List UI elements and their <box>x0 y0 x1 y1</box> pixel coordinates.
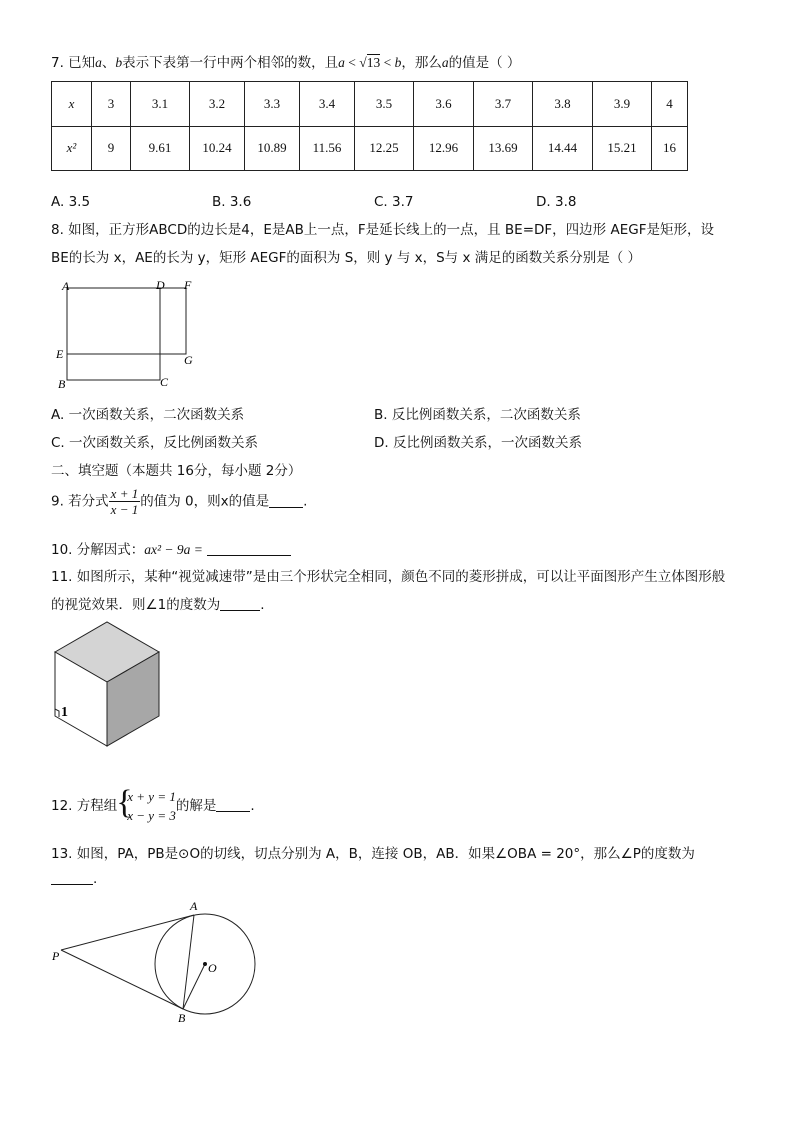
table-cell: 14.44 <box>533 126 593 171</box>
table-cell: 3.6 <box>414 82 474 127</box>
label-a: A <box>62 279 70 293</box>
q7-option-d[interactable]: D. 3.8 <box>536 194 577 210</box>
q8-option-a[interactable]: A. 一次函数关系，二次函数关系 <box>51 407 245 423</box>
question-8-line-2: BE的长为 x，AE的长为 y，矩形 AEGF的面积为 S，则 y 与 x，S与 x 满足的函数关系分别是（ ） <box>51 250 642 266</box>
q7-option-c[interactable]: C. 3.7 <box>374 194 414 210</box>
center-o-dot <box>203 962 207 966</box>
label-f: F <box>184 278 192 292</box>
table-cell: 3.2 <box>190 82 245 127</box>
question-13-line-2: . <box>51 870 97 887</box>
table-cell: 11.56 <box>300 126 355 171</box>
question-9: 9. 若分式 $\frac{x + 1}{x - 1}$ 的值为 0，则x的值是 . <box>51 486 308 517</box>
table-cell: 3.4 <box>300 82 355 127</box>
table-cell: 3.9 <box>593 82 652 127</box>
label-e: E <box>56 347 64 361</box>
label-c: C <box>160 375 169 389</box>
q8-option-b[interactable]: B. 反比例函数关系，二次函数关系 <box>374 407 581 423</box>
table-header-x-squared: x² <box>52 126 92 171</box>
table-cell: 10.89 <box>245 126 300 171</box>
table-cell: 3.5 <box>355 82 414 127</box>
q8-option-c[interactable]: C. 一次函数关系，反比例函数关系 <box>51 435 259 451</box>
question-12: 12. 方程组 { x + y = 1 x − y = 3 的解是 . <box>51 784 255 823</box>
table-cell: 3.1 <box>131 82 190 127</box>
table-cell: 12.96 <box>414 126 474 171</box>
section-title-fill-in: 二、填空题（本题共 16分，每小题 2分） <box>51 463 302 479</box>
answer-blank[interactable] <box>51 870 93 885</box>
question-11-line-1: 11. 如图所示，某种“视觉减速带”是由三个形状完全相同，颜色不同的菱形拼成，可以让平面图形产生立体图形般 <box>51 569 726 585</box>
label-p: P <box>52 949 60 963</box>
label-b: B <box>58 377 66 391</box>
table-row-x <box>52 82 688 127</box>
fraction: $\frac{x + 1}{x - 1}$ <box>110 486 139 517</box>
radius-ob <box>183 964 205 1009</box>
table-cell: 15.21 <box>593 126 652 171</box>
table-cell: 10.24 <box>190 126 245 171</box>
answer-blank[interactable] <box>216 797 250 812</box>
circle-tangent-figure <box>50 896 280 1028</box>
question-11-line-2: 的视觉效果．则∠1的度数为 . <box>51 597 265 613</box>
table-cell: 3 <box>92 82 131 127</box>
question-13-line-1: 13. 如图，PA，PB是⊙O的切线，切点分别为 A，B，连接 OB，AB．如果∠OBA = 20°，那么∠P的度数为 <box>51 846 695 862</box>
table-cell: 3.8 <box>533 82 593 127</box>
square-abcd <box>67 288 160 380</box>
table-cell: 3.3 <box>245 82 300 127</box>
table-cell: 9.61 <box>131 126 190 171</box>
sqrt-symbol: √ <box>359 55 367 70</box>
label-g: G <box>184 353 193 367</box>
table-cell: 16 <box>652 126 688 171</box>
table-cell: 9 <box>92 126 131 171</box>
table-cell: 12.25 <box>355 126 414 171</box>
label-b: B <box>178 1011 186 1025</box>
angle-1-label: 1 <box>61 705 68 720</box>
table-header-x: x <box>52 82 92 127</box>
question-7-stem: 7. 已知a、b表示下表第一行中两个相邻的数，且a < √13 < b，那么a的值是（ ） <box>51 55 521 71</box>
q7-option-a[interactable]: A. 3.5 <box>51 194 91 210</box>
rectangle-aegf <box>67 288 186 354</box>
answer-blank[interactable] <box>269 493 303 508</box>
question-8-line-1: 8. 如图，正方形ABCD的边长是4，E是AB上一点，F是延长线上的一点，且 BE=DF，四边形 AEGF是矩形，设 <box>51 222 714 238</box>
q7-option-b[interactable]: B. 3.6 <box>212 194 252 210</box>
answer-blank[interactable] <box>220 596 260 611</box>
table-cell: 3.7 <box>474 82 533 127</box>
table-cell: 4 <box>652 82 688 127</box>
tangent-pa <box>61 915 194 950</box>
square-values-table <box>51 81 688 171</box>
tangent-pb <box>61 950 183 1009</box>
equation-system: { x + y = 1 x − y = 3 <box>116 784 176 823</box>
square-rectangle-figure <box>50 276 210 394</box>
question-10: 10. 分解因式：ax² − 9a = <box>51 538 291 558</box>
chord-ab <box>183 915 194 1009</box>
label-d: D <box>156 278 165 292</box>
q8-option-d[interactable]: D. 反比例函数关系，一次函数关系 <box>374 435 582 451</box>
brace-symbol: { <box>116 784 133 821</box>
label-a: A <box>190 899 198 913</box>
speed-bump-cube-figure <box>50 620 165 750</box>
table-row-x-squared <box>52 126 688 171</box>
label-o: O <box>208 961 217 975</box>
table-cell: 13.69 <box>474 126 533 171</box>
answer-blank[interactable] <box>207 541 291 556</box>
